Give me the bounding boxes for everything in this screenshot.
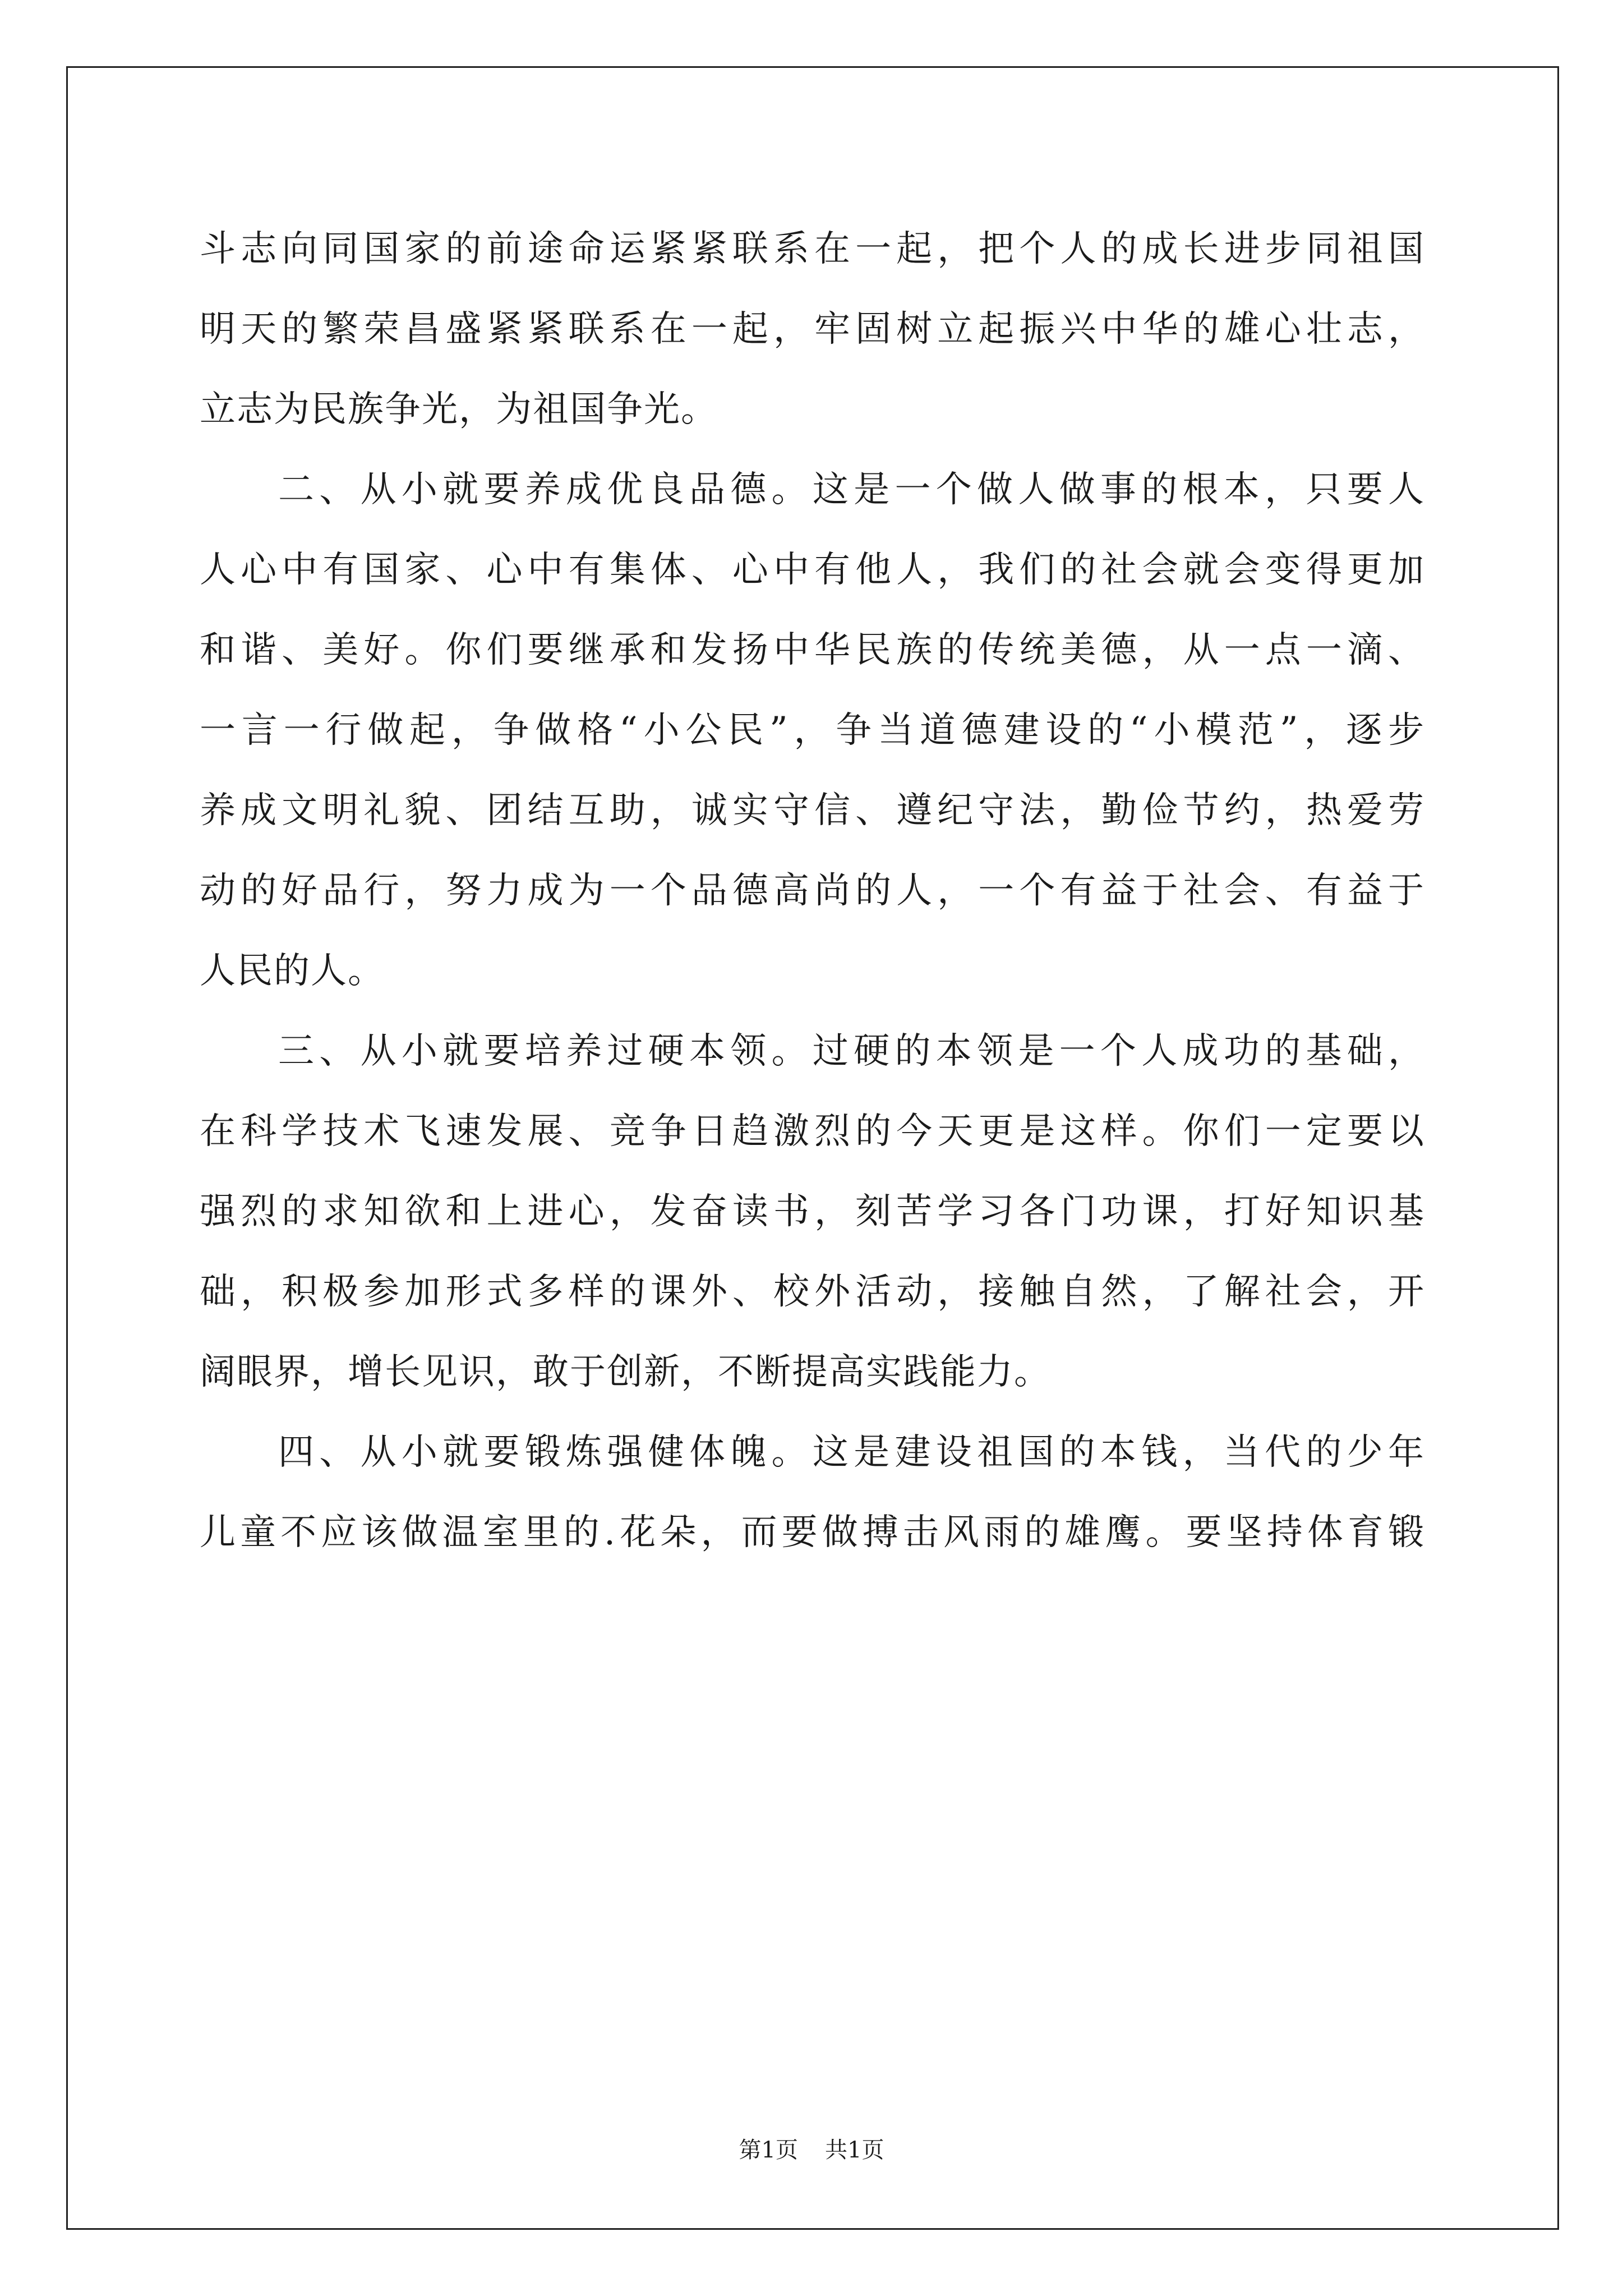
text-line: 儿童不应该做温室里的.花朵，而要做搏击风雨的雄鹰。要坚持体育锻 — [200, 1512, 1425, 1553]
text-line: 础，积极参加形式多样的课外、校外活动，接触自然，了解社会，开 — [200, 1271, 1425, 1313]
text-line: 二、从小就要养成优良品德。这是一个做人做事的根本，只要人 — [278, 469, 1425, 510]
text-line: 在科学技术飞速发展、竞争日趋激烈的今天更是这样。你们一定要以 — [200, 1111, 1425, 1152]
page-footer — [0, 2136, 1623, 2164]
text-line: 一言一行做起，争做格“小公民”，争当道德建设的“小模范”，逐步 — [200, 710, 1425, 751]
text-line: 动的好品行，努力成为一个品德高尚的人，一个有益于社会、有益于 — [200, 870, 1425, 912]
text-line: 和谐、美好。你们要继承和发扬中华民族的传统美德，从一点一滴、 — [200, 629, 1425, 671]
text-line: 人民的人。 — [200, 950, 385, 992]
text-line: 人心中有国家、心中有集体、心中有他人，我们的社会就会变得更加 — [200, 549, 1425, 591]
text-line: 三、从小就要培养过硬本领。过硬的本领是一个人成功的基础， — [278, 1030, 1425, 1072]
page-total: 共1页 — [825, 2137, 884, 2163]
text-line: 四、从小就要锻炼强健体魄。这是建设祖国的本钱，当代的少年 — [278, 1432, 1425, 1473]
text-line: 立志为民族争光，为祖国争光。 — [200, 389, 718, 430]
text-line: 明天的繁荣昌盛紧紧联系在一起，牢固树立起振兴中华的雄心壮志， — [200, 309, 1425, 350]
text-line: 斗志向同国家的前途命运紧紧联系在一起，把个人的成长进步同祖国 — [200, 228, 1425, 270]
text-line: 阔眼界，增长见识，敢于创新，不断提高实践能力。 — [200, 1351, 1051, 1393]
text-line: 强烈的求知欲和上进心，发奋读书，刻苦学习各门功课，打好知识基 — [200, 1191, 1425, 1232]
page-number: 第1页 — [739, 2137, 798, 2163]
text-line: 养成文明礼貌、团结互助，诚实守信、遵纪守法，勤俭节约，热爱劳 — [200, 790, 1425, 831]
